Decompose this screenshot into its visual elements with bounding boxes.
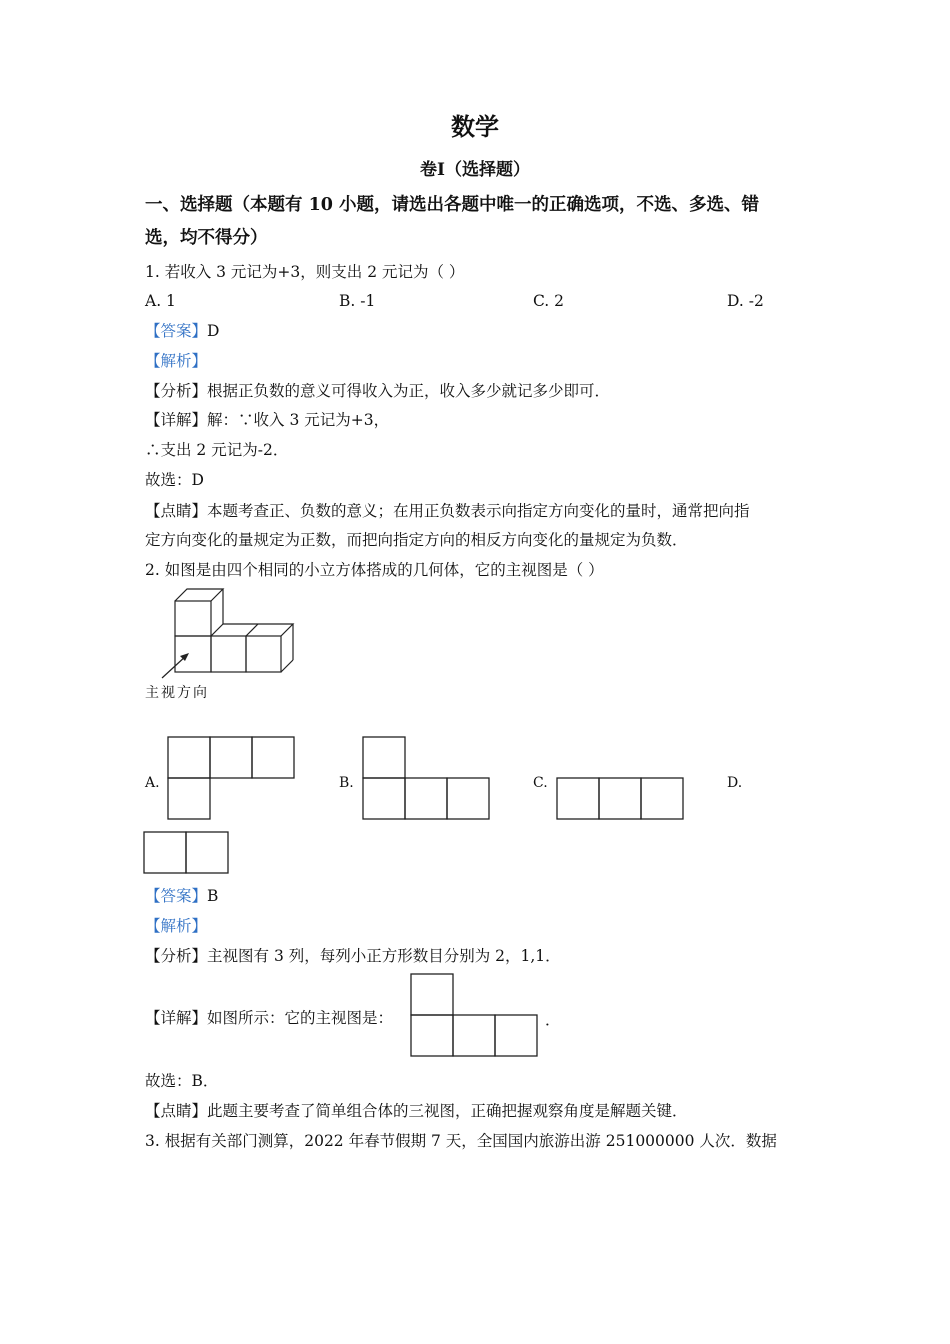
q2-choose: 故选：B．	[145, 1072, 219, 1090]
q2-dianjing-tag: 【点睛】	[145, 1102, 208, 1120]
q2-option-b-label: B.	[339, 775, 354, 791]
section-heading-line1: 一、选择题（本题有 10 小题，请选出各题中唯一的正确选项，不选、多选、错	[145, 195, 760, 215]
q2-option-d-figure	[143, 831, 233, 876]
q1-option-d: D. -2	[727, 292, 764, 310]
view-direction-label: 主视方向	[145, 685, 209, 701]
q1-dianjing-text1: 本题考查正、负数的意义；在用正负数表示向指定方向变化的量时，通常把向指	[207, 502, 750, 520]
q1-option-a: A. 1	[145, 292, 176, 310]
q2-option-c-label: C.	[533, 775, 548, 791]
q2-fenxi-text: 主视图有 3 列，每列小正方形数目分别为 2，1,1．	[207, 947, 561, 965]
cube-solid-figure	[140, 583, 310, 683]
q2-dianjing-text: 此题主要考查了简单组合体的三视图，正确把握观察角度是解题关键．	[207, 1102, 688, 1120]
q2-answer-figure	[410, 973, 540, 1059]
q1-option-b: B. -1	[339, 292, 376, 310]
q2-fenxi-line	[145, 946, 561, 966]
q1-answer-value: D	[207, 322, 220, 340]
q2-fenxi-tag: 【分析】	[145, 947, 208, 965]
q1-stem: 1. 若收入 3 元记为+3，则支出 2 元记为（ ）	[145, 263, 465, 281]
q2-option-d-label: D.	[727, 775, 743, 791]
q1-analysis-tag: 【解析】	[145, 352, 208, 370]
q2-answer-tag: 【答案】	[145, 887, 208, 905]
q1-answer-line	[145, 321, 219, 341]
q1-dianjing-line2: 定方向变化的量规定为正数，而把向指定方向的相反方向变化的量规定为负数．	[145, 531, 688, 549]
q2-xiangjie-tag: 【详解】	[145, 1009, 208, 1027]
q1-fenxi-tag: 【分析】	[145, 382, 208, 400]
q2-option-b-figure	[362, 736, 492, 822]
q1-xiangjie-line	[145, 410, 389, 430]
q2-option-c-figure	[556, 777, 686, 822]
q2-xiangjie-period: ．	[545, 1011, 561, 1029]
q2-dianjing-line	[145, 1101, 688, 1121]
q2-stem: 2. 如图是由四个相同的小立方体搭成的几何体，它的主视图是（ ）	[145, 561, 604, 579]
q2-analysis-tag: 【解析】	[145, 917, 208, 935]
q1-therefore: ∴支出 2 元记为-2．	[145, 441, 289, 459]
q3-stem: 3. 根据有关部门测算，2022 年春节假期 7 天，全国国内旅游出游 251000000 人次．数据	[145, 1132, 777, 1150]
q1-fenxi-line	[145, 381, 610, 401]
q2-answer-value: B	[207, 887, 219, 905]
q2-option-a-figure	[167, 736, 297, 822]
q2-option-a-label: A.	[145, 775, 160, 791]
q1-xiangjie-text: 解：∵收入 3 元记为+3，	[207, 411, 390, 429]
q2-answer-line	[145, 886, 218, 906]
paper-subtitle: 卷Ⅰ（选择题）	[420, 160, 530, 180]
page-title: 数学	[451, 112, 499, 141]
q1-dianjing-tag: 【点睛】	[145, 502, 208, 520]
q1-xiangjie-tag: 【详解】	[145, 411, 208, 429]
q1-fenxi-text: 根据正负数的意义可得收入为正，收入多少就记多少即可．	[207, 382, 611, 400]
section-heading-line2: 选，均不得分）	[145, 228, 268, 248]
q1-dianjing-line1	[145, 501, 750, 521]
q1-answer-tag: 【答案】	[145, 322, 208, 340]
q2-xiangjie-text: 如图所示：它的主视图是：	[207, 1009, 394, 1027]
q1-option-c: C. 2	[533, 292, 565, 310]
q2-xiangjie-line	[145, 1008, 393, 1028]
q1-choose: 故选：D	[145, 471, 204, 489]
